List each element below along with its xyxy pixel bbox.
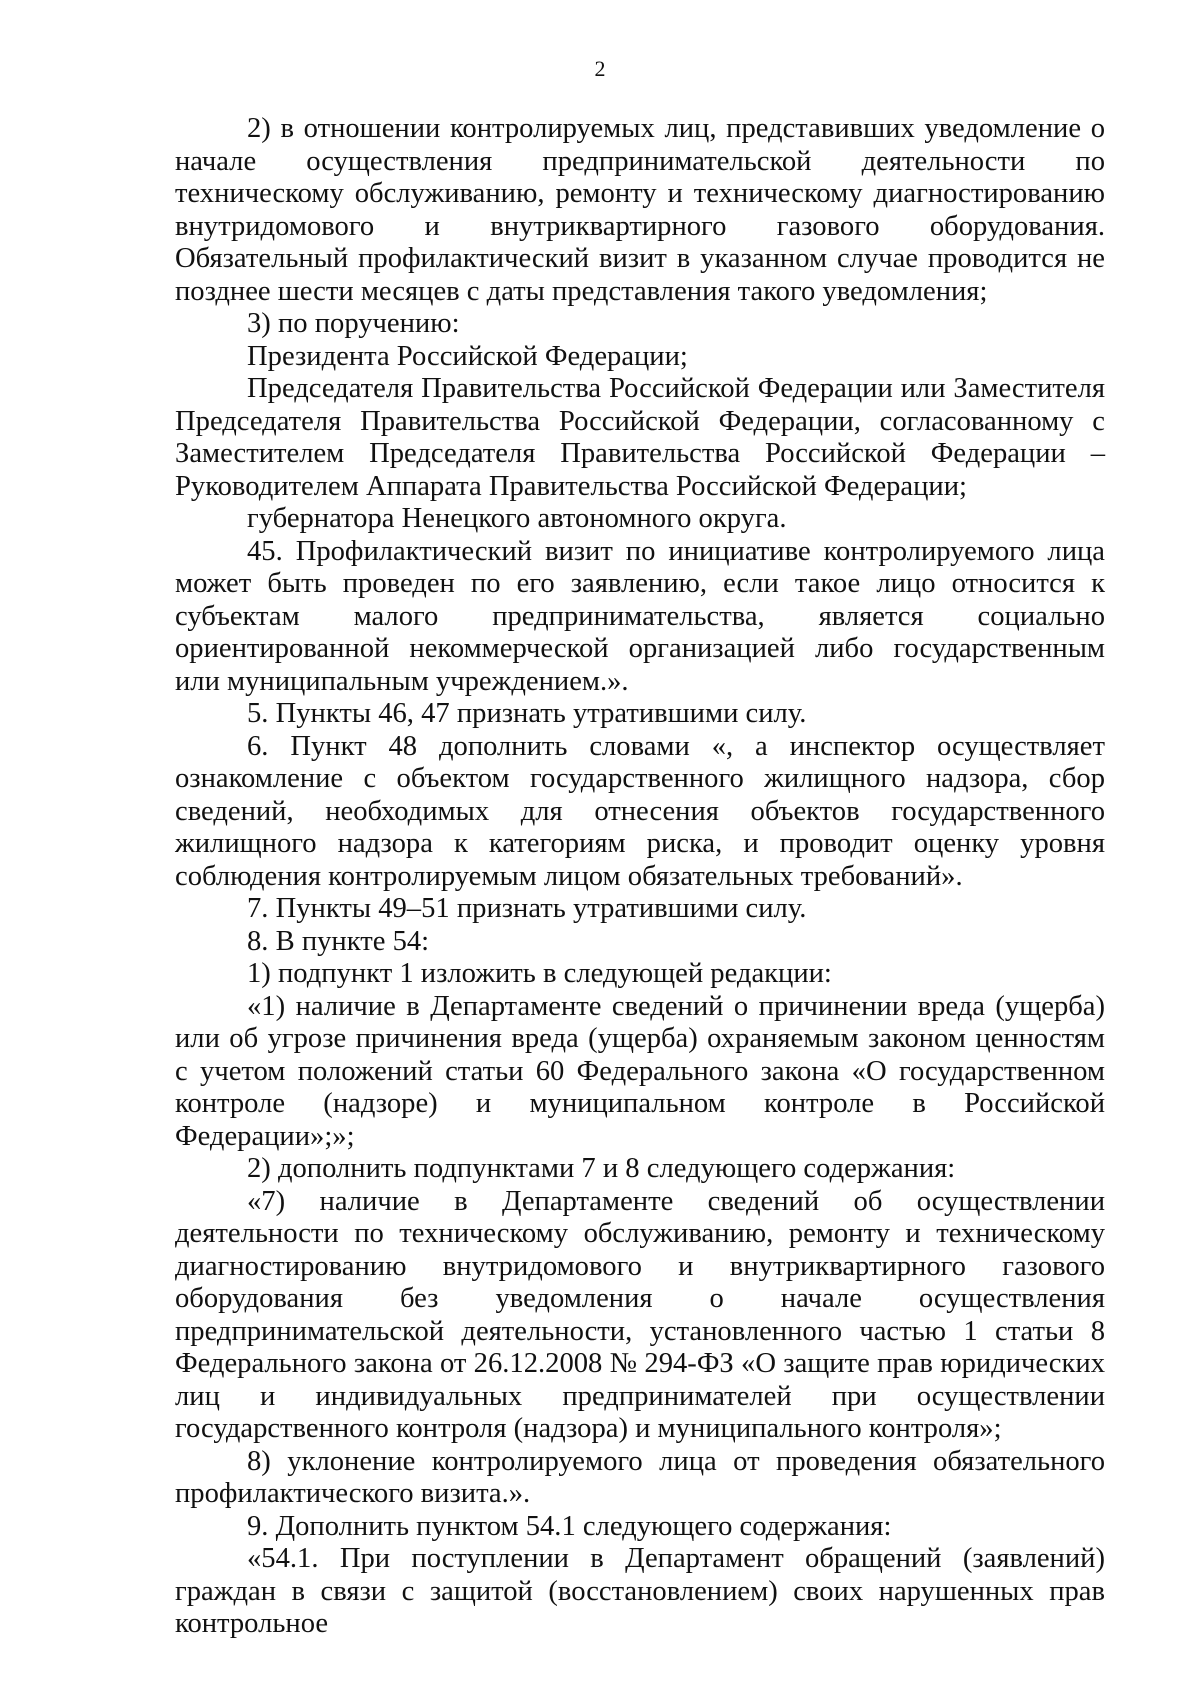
paragraph-quote-sub-1: «1) наличие в Департаменте сведений о причинении вреда (ущерба) или об угрозе причинения вреда (ущерба) охраняемым законом ценностям с учетом положений статьи 60 Федерального закона «О государственном контроле (надзоре) и муниципальном контроле в Российской Федерации»;»; (175, 990, 1105, 1152)
page-number: 2 (594, 56, 606, 81)
paragraph-point-8-sub-2: 2) дополнить подпунктами 7 и 8 следующего содержания: (247, 1153, 956, 1184)
paragraph-president: Президента Российской Федерации; (247, 340, 688, 372)
paragraph-item-45: 45. Профилактический визит по инициативе контролируемого лица может быть проведен по его заявлению, если такое лицо относится к субъектам малого предпринимательства, является социально ориентированной некоммерческой организацией либо государственным или муниципальным учреждением.». (175, 535, 1105, 697)
paragraph-quote-sub-7: «7) наличие в Департаменте сведений об осуществлении деятельности по техническому обслуживанию, ремонту и техническому диагностированию внутридомового и внутриквартирного газового оборудования без уведомления о начале осуществления предпринимательской деятельности, установленного частью 1 статьи 8 Федерального закона от 26.12.2008 № 294-ФЗ «О защите прав юридических лиц и индивидуальных предпринимателей при осуществлении государственного контроля (надзора) и муниципального контроля»; (175, 1185, 1105, 1444)
paragraph-subitem-2: 2) в отношении контролируемых лиц, представивших уведомление о начале осуществления предпринимательской деятельности по техническому обслуживанию, ремонту и техническому диагностированию внутридомового и внутриквартирного газового оборудования. Обязательный профилактический визит в указанном случае проводится не позднее шести месяцев с даты представления такого уведомления; (175, 113, 1105, 307)
paragraph-governor: губернатора Ненецкого автономного округа. (247, 503, 787, 534)
document-body (175, 113, 1105, 1641)
paragraph-point-8: 8. В пункте 54: (247, 925, 430, 957)
paragraph-point-7: 7. Пункты 49–51 признать утратившими силу. (247, 893, 807, 924)
paragraph-quote-54-1: «54.1. При поступлении в Департамент обращений (заявлений) граждан в связи с защитой (восстановлением) своих нарушенных прав контрольное (175, 1543, 1105, 1639)
paragraph-subitem-3: 3) по поручению: (247, 308, 460, 339)
paragraph-point-9: 9. Дополнить пунктом 54.1 следующего содержания: (247, 1510, 892, 1542)
paragraph-point-8-sub-1: 1) подпункт 1 изложить в следующей редакции: (247, 958, 832, 989)
paragraph-point-5: 5. Пункты 46, 47 признать утратившими силу. (247, 698, 807, 729)
paragraph-point-6: 6. Пункт 48 дополнить словами «, а инспектор осуществляет ознакомление с объектом государственного жилищного надзора, сбор сведений, необходимых для отнесения объектов государственного жилищного надзора к категориям риска, и проводит оценку уровня соблюдения контролируемым лицом обязательных требований». (175, 730, 1105, 892)
paragraph-chairman: Председателя Правительства Российской Федерации или Заместителя Председателя Правительства Российской Федерации, согласованному с Заместителем Председателя Правительства Российской Федерации – Руководителем Аппарата Правительства Российской Федерации; (175, 373, 1105, 502)
paragraph-quote-sub-8: 8) уклонение контролируемого лица от проведения обязательного профилактического визита.». (175, 1445, 1105, 1509)
